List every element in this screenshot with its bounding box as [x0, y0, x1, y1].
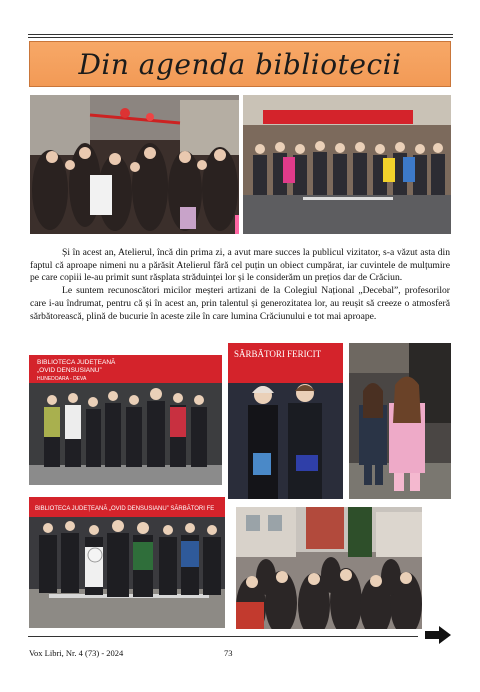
photo-group-building	[243, 95, 451, 234]
library-banner-line2: „OVID DENSUSIANU”	[37, 367, 102, 374]
article-paragraph: Și în acest an, Atelierul, încă din prima zi, a avut mare succes la publicul vizitator, s-a văzut asta din faptul că aproape nimeni nu a părăsit Atelierul fără cel puțin un obiect cumpărat, iar cuvintele de mulțumire pe care copiii le-au primit sunt răsplata străduinței lor și le considerăm un prețios dar de Crăciun.	[30, 247, 450, 284]
photo-girls-holiday-banner	[228, 343, 343, 499]
publication-info: Vox Libri, Nr. 4 (73) - 2024	[29, 648, 124, 658]
stage-banner-text: BIBLIOTECA JUDEȚEANĂ „OVID DENSUSIANU” SĂRBĂTORI FE	[35, 506, 215, 512]
page-number: 73	[224, 648, 233, 658]
article-body	[30, 247, 450, 323]
top-rule	[28, 34, 453, 35]
photo-girl-pink-coat	[349, 343, 451, 499]
photo-children-library-banner	[29, 355, 222, 485]
photo-crowd-street	[30, 95, 239, 234]
title-banner	[29, 41, 451, 87]
top-rule-2	[28, 37, 453, 38]
page-title: Din agenda bibliotecii	[78, 47, 402, 81]
library-banner-line3: HUNEDOARA - DEVA	[37, 376, 87, 382]
bottom-rule	[28, 636, 418, 637]
library-banner-line1: BIBLIOTECA JUDEȚEANĂ	[37, 359, 116, 366]
holiday-banner-text: SĂRBĂTORI FERICIT	[234, 349, 322, 359]
photo-crowd-outside	[236, 507, 422, 629]
article-paragraph: Le suntem recunoscători micilor meșteri artizani de la Colegiul Național „Decebal”, profesorilor care i-au îndrumat, pentru că și în acest an, prin talentul și generozitatea lor, au reușit să creeze o atmosferă sărbătorească, plină de bucurie în aceste zile în care lumina Crăciunului e tot mai aproape.	[30, 285, 450, 322]
right-arrow-icon[interactable]	[425, 626, 451, 644]
photo-group-stage	[29, 497, 225, 628]
